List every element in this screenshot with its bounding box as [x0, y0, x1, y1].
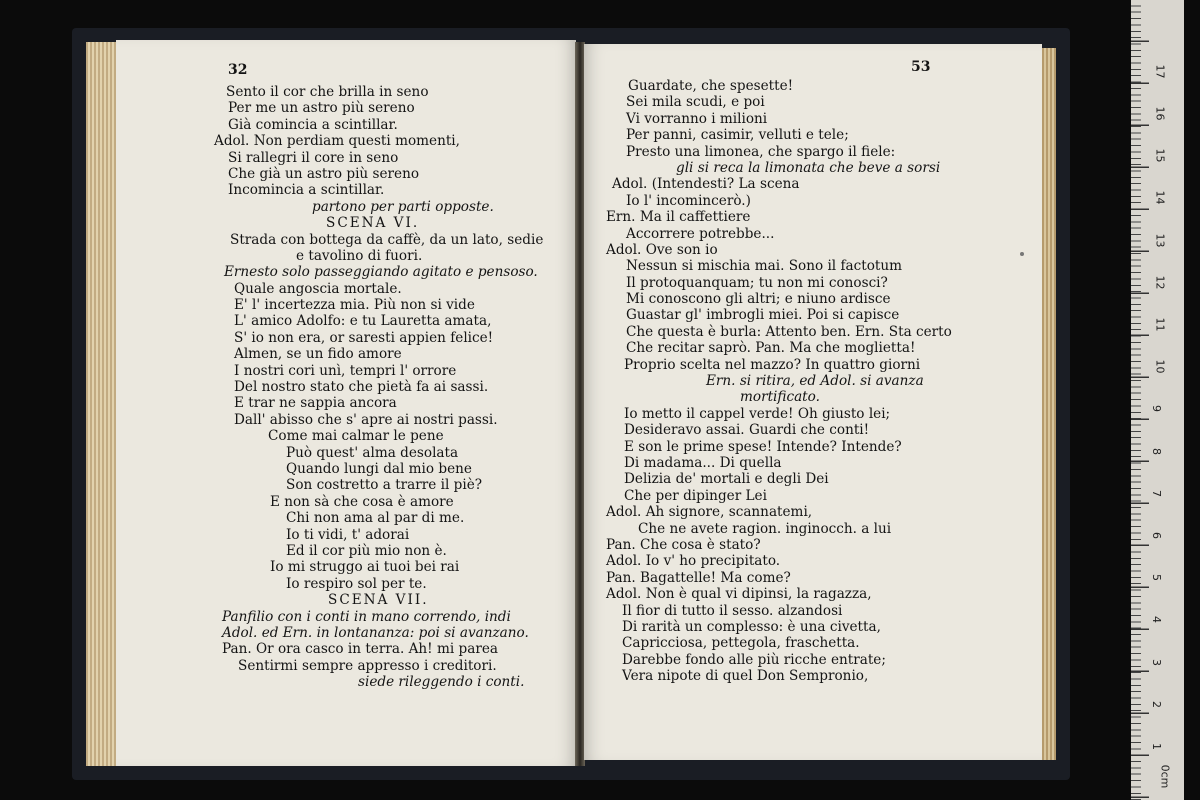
text-line: Quale angoscia mortale.: [234, 280, 402, 297]
page-edges-right: [1040, 48, 1056, 760]
text-line: E trar ne sappia ancora: [234, 395, 397, 412]
text-line: Strada con bottega da caffè, da un lato, sedie: [230, 231, 544, 248]
text-line: Adol. Ah signore, scannatemi,: [606, 504, 813, 521]
text-line: Il protoquanquam; tu non mi conosci?: [626, 274, 888, 291]
ruler-number: 13: [1153, 233, 1167, 248]
text-line: E son le prime spese! Intende? Intende?: [624, 438, 902, 455]
text-line: Pan. Bagattelle! Ma come?: [606, 569, 791, 586]
text-line: Si rallegri il core in seno: [228, 149, 399, 166]
text-line: L' amico Adolfo: e tu Lauretta amata,: [234, 313, 492, 330]
text-line: S' io non era, or saresti appien felice!: [234, 329, 494, 346]
ruler-number: 14: [1153, 190, 1167, 205]
text-line: Pan. Or ora casco in terra. Ah! mi parea: [222, 641, 498, 658]
text-line: Chi non ama al par di me.: [286, 510, 465, 527]
text-line: Adol. Non perdiam questi momenti,: [214, 133, 460, 150]
text-line: Darebbe fondo alle più ricche entrate;: [622, 651, 886, 668]
text-line: Come mai calmar le pene: [268, 428, 444, 445]
text-line: Il fior di tutto il sesso. alzandosi: [622, 602, 843, 619]
text-line: Che questa è burla: Attento ben. Ern. Sta certo: [626, 323, 952, 340]
text-line: Incomincia a scintillar.: [228, 182, 385, 199]
text-line: Che recitar saprò. Pan. Ma che moglietta!: [626, 340, 916, 357]
text-line: Sentirmi sempre appresso i creditori.: [238, 657, 497, 674]
ruler-number: 9: [1150, 405, 1163, 413]
text-line: Che ne avete ragion. inginocch. a lui: [638, 520, 892, 537]
text-line: Guardate, che spesette!: [628, 78, 794, 94]
text-line: SCENA VI.: [326, 215, 420, 232]
text-line: Sei mila scudi, e poi: [626, 94, 765, 111]
text-line: Io mi struggo ai tuoi bei rai: [270, 559, 460, 576]
ruler-number: 17: [1153, 64, 1167, 79]
ruler-number: 3: [1150, 658, 1163, 666]
text-line: Quando lungi dal mio bene: [286, 460, 472, 477]
text-line: partono per parti opposte.: [312, 198, 494, 215]
ruler-number: 1: [1150, 743, 1163, 750]
text-line: siede rileggendo i conti.: [358, 674, 525, 691]
measurement-ruler: [1131, 0, 1184, 800]
text-line: Vera nipote di quel Don Sempronio,: [622, 668, 869, 685]
text-line: Di rarità un complesso: è una civetta,: [622, 618, 881, 635]
text-line: Io l' incomincerò.): [626, 192, 751, 209]
text-line: Che per dipinger Lei: [624, 487, 767, 504]
ruler-number: 11: [1153, 317, 1167, 332]
text-line: Per me un astro più sereno: [228, 100, 415, 117]
text-line: gli si reca la limonata che beve a sorsi: [676, 159, 941, 176]
text-line: Io respiro sol per te.: [286, 575, 427, 592]
text-line: Almen, se un fido amore: [234, 346, 402, 363]
text-line: Ern. si ritira, ed Adol. si avanza: [706, 373, 924, 390]
text-line: Di madama... Di quella: [624, 454, 782, 471]
text-line: Panfilio con i conti in mano correndo, indi: [222, 608, 511, 625]
text-line: Adol. Ove son io: [606, 241, 718, 258]
text-line: E' l' incertezza mia. Più non si vide: [234, 297, 475, 314]
text-line: Del nostro stato che pietà fa ai sassi.: [234, 379, 489, 396]
ruler-number: 7: [1150, 489, 1163, 497]
left-page: [116, 40, 576, 766]
text-line: Per panni, casimir, velluti e tele;: [626, 127, 849, 144]
text-line: Adol. Io v' ho precipitato.: [606, 553, 781, 570]
text-line: I nostri cori unì, tempri l' orrore: [234, 362, 457, 379]
ruler-number: 5: [1150, 574, 1163, 582]
ruler-number: 10: [1153, 359, 1167, 374]
text-line: Dall' abisso che s' apre ai nostri passi.: [234, 411, 498, 428]
ruler-number: 15: [1153, 148, 1167, 163]
text-line: Adol. Non è qual vi dipinsi, la ragazza,: [606, 586, 872, 603]
ruler-number: 12: [1153, 275, 1167, 290]
text-line: Nessun si mischia mai. Sono il factotum: [626, 258, 902, 275]
text-line: Vi vorranno i milioni: [626, 110, 768, 127]
ink-spot: [1020, 252, 1024, 256]
text-line: Può quest' alma desolata: [286, 444, 459, 461]
text-line: Sento il cor che brilla in seno: [226, 84, 429, 100]
text-line: Mi conoscono gli altri; e niuno ardisce: [626, 291, 891, 308]
text-line: Ernesto solo passeggiando agitato e pensoso.: [224, 264, 538, 281]
text-line: mortificato.: [740, 389, 820, 406]
text-line: SCENA VII.: [328, 592, 429, 609]
text-line: Guastar gl' imbrogli miei. Poi si capisce: [626, 307, 900, 324]
ruler-unit-label: 0cm: [1158, 764, 1172, 789]
text-line: Adol. (Intendesti? La scena: [612, 176, 800, 193]
page-number: 53: [911, 59, 931, 75]
right-page: [584, 44, 1042, 760]
ruler-number: 4: [1150, 616, 1163, 624]
ruler-number: 6: [1150, 532, 1163, 539]
left-page-text: [116, 84, 576, 690]
ruler-number: 2: [1150, 700, 1163, 708]
text-line: e tavolino di fuori.: [296, 247, 423, 264]
text-line: Proprio scelta nel mazzo? In quattro giorni: [624, 356, 921, 373]
text-line: Desideravo assai. Guardi che conti!: [624, 422, 870, 439]
text-line: Capricciosa, pettegola, fraschetta.: [622, 635, 860, 652]
page-number: 32: [228, 62, 248, 78]
text-line: Adol. ed Ern. in lontananza: poi si avanzano.: [222, 624, 529, 641]
text-line: Io metto il cappel verde! Oh giusto lei;: [624, 405, 891, 422]
text-line: Io ti vidi, t' adorai: [286, 526, 410, 543]
ruler-number: 16: [1153, 106, 1167, 121]
text-line: Ed il cor più mio non è.: [286, 542, 447, 559]
text-line: Accorrere potrebbe...: [626, 225, 775, 242]
text-line: E non sà che cosa è amore: [270, 493, 454, 510]
text-line: Son costretto a trarre il piè?: [286, 477, 483, 494]
text-line: Pan. Che cosa è stato?: [606, 536, 761, 553]
text-line: Ern. Ma il caffettiere: [606, 209, 751, 226]
text-line: Presto una limonea, che spargo il fiele:: [626, 143, 896, 160]
ruler-number: 8: [1150, 447, 1163, 455]
text-line: Che già un astro più sereno: [228, 165, 420, 182]
right-page-text: [584, 78, 1042, 684]
text-line: Delizia de' mortali e degli Dei: [624, 471, 829, 488]
text-line: Già comincia a scintillar.: [228, 116, 398, 133]
